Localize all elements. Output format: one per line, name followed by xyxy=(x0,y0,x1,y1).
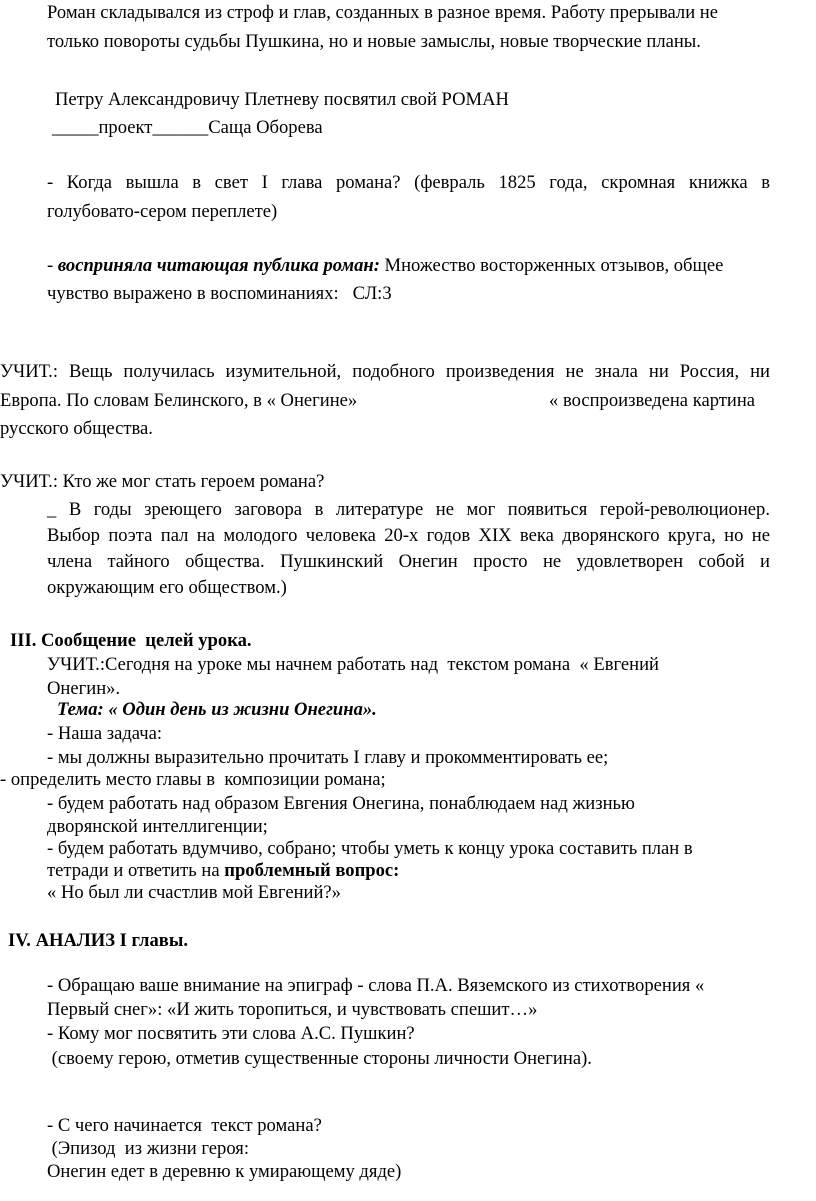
epigraph-question: - Кому мог посвятить эти слова А.С. Пушкин? xyxy=(47,1023,415,1044)
teacher-answer-2-line-3: члена тайного общества. Пушкинский Онегин просто не удовлетворен собой и xyxy=(47,551,770,572)
teacher-remark-1-line-3: русского общества. xyxy=(0,418,153,439)
lesson-theme: Тема: « Один день из жизни Онегина». xyxy=(57,699,377,720)
section-3-heading: III. Сообщение целей урока. xyxy=(10,630,252,651)
project-author: Саща Оборева xyxy=(208,117,323,138)
intro-line-1: Роман складывался из строф и глав, созданных в разное время. Работу прерывали не xyxy=(47,2,718,23)
project-blank-1: _____ xyxy=(52,117,99,138)
epigraph-line-1: - Обращаю ваше внимание на эпиграф - слова П.А. Вяземского из стихотворения « xyxy=(47,975,705,996)
question-2-answer: Множество восторженных отзывов, общее xyxy=(379,255,724,276)
dedication-line: Петру Александровичу Плетневу посвятил свой РОМАН xyxy=(55,89,509,110)
teacher-answer-2-line-1: _ В годы зреющего заговора в литературе не мог появиться герой-революционер. xyxy=(47,499,770,520)
question-1-line-1: - Когда вышла в свет I глава романа? (февраль 1825 года, скромная книжка в xyxy=(47,172,770,193)
section-3-line-1: УЧИТ.:Сегодня на уроке мы начнем работать над текстом романа « Евгений xyxy=(47,654,659,675)
task-item-4-line-1: - будем работать вдумчиво, собрано; чтобы уметь к концу урока составить план в xyxy=(47,838,693,859)
start-answer-line-1: (Эпизод из жизни героя: xyxy=(47,1138,249,1159)
task-item-4-prefix: тетради и ответить на xyxy=(47,860,225,881)
epigraph-line-2: Первый снег»: «И жить торопиться, и чувствовать спешит…» xyxy=(47,999,538,1020)
question-2-line-1 xyxy=(47,253,723,279)
question-1-line-2: голубовато-сером переплете) xyxy=(47,201,278,222)
project-word: проект xyxy=(98,117,153,138)
section-4-heading: IV. АНАЛИЗ I главы. xyxy=(8,930,188,951)
problem-question: « Но был ли счастлив мой Евгений?» xyxy=(47,882,341,903)
question-2-emphasis: восприняла читающая публика роман: xyxy=(57,255,380,276)
project-blank-2: ______ xyxy=(152,117,209,138)
teacher-remark-1-line-2b: « воспроизведена картина xyxy=(549,390,756,411)
teacher-remark-1-line-2a: Европа. По словам Белинского, в « Онегине» xyxy=(0,390,358,411)
epigraph-answer: (своему герою, отметив существенные стороны личности Онегина). xyxy=(47,1048,592,1069)
task-item-2: - определить место главы в композиции романа; xyxy=(0,769,386,790)
start-answer-line-2: Онегин едет в деревню к умирающему дяде) xyxy=(47,1161,402,1182)
intro-line-2: только повороты судьбы Пушкина, но и новые замыслы, новые творческие планы. xyxy=(47,31,701,52)
question-2-line-2: чувство выражено в воспоминаниях: СЛ:3 xyxy=(47,283,392,304)
teacher-answer-2-line-2: Выбор поэта пал на молодого человека 20-х годов XIX века дворянского круга, но не xyxy=(47,525,770,546)
start-question: - С чего начинается текст романа? xyxy=(47,1115,322,1136)
section-3-line-2: Онегин». xyxy=(47,678,121,699)
task-item-1: - мы должны выразительно прочитать I главу и прокомментировать ее; xyxy=(47,747,609,768)
question-2-dash: - xyxy=(47,255,58,276)
problem-question-label: проблемный вопрос: xyxy=(224,860,400,881)
project-line xyxy=(52,115,323,141)
task-item-3-line-2: дворянской интеллигенции; xyxy=(47,816,268,837)
task-heading: - Наша задача: xyxy=(47,723,163,744)
teacher-answer-2-line-4: окружающим его обществом.) xyxy=(47,577,287,598)
teacher-remark-1-line-1: УЧИТ.: Вещь получилась изумительной, подобного произведения не знала ни Россия, ни xyxy=(0,361,770,382)
teacher-question-2: УЧИТ.: Кто же мог стать героем романа? xyxy=(0,471,325,492)
task-item-3-line-1: - будем работать над образом Евгения Онегина, понаблюдаем над жизнью xyxy=(47,793,635,814)
